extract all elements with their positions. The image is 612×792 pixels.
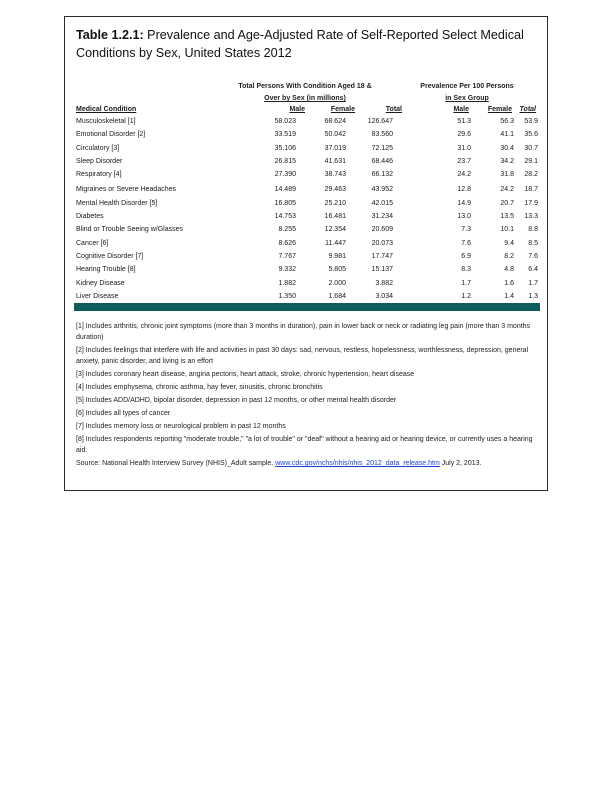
cell-male-rate: 14.9 bbox=[457, 199, 471, 207]
cell-female-count: 41.631 bbox=[324, 157, 346, 165]
table-title-text: Prevalence and Age-Adjusted Rate of Self-Reported Select Medical Conditions by Sex, United States 2012 bbox=[76, 28, 524, 60]
cell-male-count: 8.626 bbox=[278, 239, 296, 247]
cell-male-rate: 7.6 bbox=[461, 239, 471, 247]
cell-total-rate: 8.8 bbox=[528, 226, 538, 234]
cell-condition: Diabetes bbox=[76, 213, 104, 221]
group-header-left-line2-units: (in millions) bbox=[306, 95, 346, 102]
cell-total-count: 15.137 bbox=[371, 266, 393, 274]
cell-male-rate: 13.0 bbox=[457, 213, 471, 221]
col-header-female-rate: Female bbox=[487, 106, 512, 113]
cell-male-count: 14.753 bbox=[274, 213, 296, 221]
cell-condition: Hearing Trouble [8] bbox=[76, 266, 136, 274]
footnote: [8] Includes respondents reporting "moderate trouble," "a lot of trouble" or "deaf" without a hearing aid or hearing device, or currently uses a hearing aid. bbox=[76, 436, 533, 454]
cell-total-rate: 30.7 bbox=[524, 144, 538, 152]
table-frame bbox=[64, 16, 548, 491]
cell-condition: Liver Disease bbox=[76, 292, 119, 300]
cell-condition: Mental Health Disorder [5] bbox=[76, 199, 158, 207]
cell-female-count: 12.354 bbox=[324, 226, 346, 234]
group-header-right-line1: Prevalence Per 100 Persons bbox=[420, 83, 514, 90]
cell-total-rate: 7.6 bbox=[528, 252, 538, 260]
cell-female-rate: 10.1 bbox=[500, 226, 514, 234]
cell-female-count: 25.210 bbox=[324, 199, 346, 207]
table-row bbox=[76, 277, 538, 290]
cell-female-rate: 56.3 bbox=[500, 118, 514, 125]
cell-male-rate: 31.0 bbox=[457, 144, 471, 152]
cell-female-count: 29.463 bbox=[324, 186, 346, 194]
cell-female-rate: 8.2 bbox=[504, 252, 514, 260]
cell-male-count: 16.805 bbox=[274, 199, 296, 207]
cell-female-count: 37.019 bbox=[324, 144, 346, 152]
footnote: [2] Includes feelings that interfere with life and activities in past 30 days: sad, nervous, restless, hopelessness, worthlessness, depression, general anxiety, panic disorder, and living is an effort bbox=[76, 347, 529, 365]
cell-female-count: 9.981 bbox=[328, 252, 346, 260]
cell-total-rate: 18.7 bbox=[524, 186, 538, 194]
table-row bbox=[76, 223, 538, 236]
cell-male-count: 58.023 bbox=[274, 118, 296, 125]
source-prefix: Source: National Health Interview Survey (NHIS)_Adult sample. bbox=[76, 460, 276, 467]
table-row bbox=[76, 142, 538, 155]
cell-male-count: 35.106 bbox=[274, 144, 296, 152]
cell-condition: Blind or Trouble Seeing w/Glasses bbox=[76, 226, 183, 234]
cell-female-rate: 24.2 bbox=[500, 186, 514, 194]
col-header-female-count: Female bbox=[330, 106, 355, 113]
source-date: July 2, 2013. bbox=[439, 460, 482, 467]
col-header-male-rate: Male bbox=[453, 106, 469, 113]
cell-female-rate: 1.4 bbox=[504, 292, 514, 300]
table-row bbox=[76, 237, 538, 250]
cell-total-rate: 8.5 bbox=[528, 239, 538, 247]
cell-female-rate: 13.5 bbox=[500, 213, 514, 221]
table-row bbox=[76, 155, 538, 168]
cell-total-count: 126.647 bbox=[367, 118, 393, 125]
cell-female-rate: 20.7 bbox=[500, 199, 514, 207]
cell-male-rate: 24.2 bbox=[457, 171, 471, 179]
cell-male-rate: 7.3 bbox=[461, 226, 471, 234]
cell-male-rate: 51.3 bbox=[457, 118, 471, 125]
cell-total-count: 68.446 bbox=[371, 157, 393, 165]
table-row bbox=[76, 168, 538, 181]
cell-female-rate: 31.8 bbox=[500, 171, 514, 179]
cell-total-count: 3.034 bbox=[375, 292, 393, 300]
col-header-male-count: Male bbox=[289, 106, 305, 113]
cell-female-count: 5.805 bbox=[328, 266, 346, 274]
table-number: Table 1.2.1: bbox=[76, 28, 144, 42]
cell-total-rate: 1.3 bbox=[528, 292, 538, 300]
footnote: [3] Includes coronary heart disease, angina pectoris, heart attack, stroke, chronic hypertension, heart disease bbox=[76, 371, 415, 378]
footnote: [7] Includes memory loss or neurological problem in past 12 months bbox=[76, 423, 286, 430]
cell-condition: Musculoskeletal [1] bbox=[76, 118, 136, 125]
cell-male-count: 27.390 bbox=[274, 171, 296, 179]
cell-condition: Circulatory [3] bbox=[76, 144, 120, 152]
cell-female-count: 38.743 bbox=[324, 171, 346, 179]
cell-total-count: 72.125 bbox=[371, 144, 393, 152]
col-header-condition: Medical Condition bbox=[76, 106, 137, 113]
cell-female-rate: 9.4 bbox=[504, 239, 514, 247]
cell-total-rate: 1.7 bbox=[528, 279, 538, 287]
table-row bbox=[76, 210, 538, 223]
source-link[interactable]: www.cdc.gov/nchs/nhis/nhis_2012_data_release.htm bbox=[275, 460, 440, 467]
cell-condition: Emotional Disorder [2] bbox=[76, 131, 146, 139]
cell-male-rate: 12.8 bbox=[457, 186, 471, 194]
cell-male-count: 26.815 bbox=[274, 157, 296, 165]
page-title bbox=[76, 26, 538, 62]
cell-male-rate: 29.6 bbox=[457, 131, 471, 139]
group-header-total-persons bbox=[215, 81, 395, 105]
cell-female-rate: 4.8 bbox=[504, 266, 514, 274]
cell-total-count: 66.132 bbox=[371, 171, 393, 179]
cell-male-count: 1.350 bbox=[278, 292, 296, 300]
source-note bbox=[76, 458, 538, 469]
cell-male-rate: 1.2 bbox=[461, 292, 471, 300]
cell-female-count: 1.684 bbox=[328, 292, 346, 300]
table-row bbox=[76, 250, 538, 263]
cell-total-rate: 35.6 bbox=[524, 131, 538, 139]
cell-male-rate: 8.3 bbox=[461, 266, 471, 274]
cell-male-count: 1.882 bbox=[278, 279, 296, 287]
cell-male-rate: 6.9 bbox=[461, 252, 471, 260]
cell-total-rate: 17.9 bbox=[524, 199, 538, 207]
cell-total-rate: 28.2 bbox=[524, 171, 538, 179]
cell-total-rate: 53.9 bbox=[524, 118, 538, 125]
cell-male-count: 8.255 bbox=[278, 226, 296, 234]
cell-male-rate: 23.7 bbox=[457, 157, 471, 165]
footnote: [6] Includes all types of cancer bbox=[76, 410, 171, 417]
cell-female-count: 50.042 bbox=[324, 131, 346, 139]
cell-total-count: 20.073 bbox=[371, 239, 393, 247]
cell-male-count: 7.767 bbox=[278, 252, 296, 260]
cell-total-rate: 29.1 bbox=[524, 157, 538, 165]
group-header-left-line1: Total Persons With Condition Aged 18 & bbox=[238, 83, 372, 90]
table-row bbox=[76, 263, 538, 276]
footnote: [5] Includes ADD/ADHD, bipolar disorder, depression in past 12 months, or other mental health disorder bbox=[76, 397, 397, 404]
cell-female-count: 11.447 bbox=[325, 239, 346, 247]
cell-male-count: 33.519 bbox=[274, 131, 296, 139]
table-row bbox=[76, 290, 538, 303]
cell-female-rate: 41.1 bbox=[500, 131, 514, 139]
cell-total-count: 43.952 bbox=[371, 186, 393, 194]
cell-female-count: 16.481 bbox=[324, 213, 346, 221]
cell-total-count: 20.609 bbox=[371, 226, 393, 234]
table-row bbox=[76, 183, 538, 196]
cell-male-count: 14.489 bbox=[274, 186, 296, 194]
cell-total-count: 17.747 bbox=[371, 252, 393, 260]
cell-male-count: 9.332 bbox=[278, 266, 296, 274]
cell-female-rate: 1.6 bbox=[504, 279, 514, 287]
cell-total-count: 3.882 bbox=[375, 279, 393, 287]
cell-condition: Cancer [6] bbox=[76, 239, 109, 247]
table-row bbox=[76, 115, 538, 128]
cell-total-rate: 13.3 bbox=[524, 213, 538, 221]
footnote: [4] Includes emphysema, chronic asthma, hay fever, sinusitis, chronic bronchitis bbox=[76, 384, 323, 391]
cell-condition: Cognitive Disorder [7] bbox=[76, 252, 144, 260]
cell-male-rate: 1.7 bbox=[461, 279, 471, 287]
footnotes bbox=[76, 321, 538, 471]
table-row bbox=[76, 197, 538, 210]
group-header-left-line2 bbox=[215, 93, 395, 105]
table-row bbox=[76, 128, 538, 141]
col-header-total-count: Total bbox=[385, 106, 402, 113]
cell-total-count: 42.015 bbox=[371, 199, 393, 207]
cell-condition: Migraines or Severe Headaches bbox=[76, 186, 176, 194]
cell-female-rate: 34.2 bbox=[500, 157, 514, 165]
table-body bbox=[76, 115, 538, 303]
cell-female-count: 2.000 bbox=[328, 279, 346, 287]
group-header-right-line2: in Sex Group bbox=[445, 95, 489, 102]
cell-condition: Sleep Disorder bbox=[76, 157, 123, 165]
group-header-left-line2-pre: Over by Sex bbox=[264, 95, 307, 102]
footnote: [1] Includes arthritis, chronic joint symptoms (more than 3 months in duration), pain in lower back or neck or radiating leg pain (more than 3 months duration) bbox=[76, 323, 531, 341]
cell-total-count: 83.560 bbox=[371, 131, 393, 139]
cell-female-rate: 30.4 bbox=[500, 144, 514, 152]
group-header-prevalence bbox=[395, 81, 539, 105]
section-divider-bar bbox=[74, 303, 540, 311]
cell-condition: Respiratory [4] bbox=[76, 171, 122, 179]
cell-total-rate: 6.4 bbox=[528, 266, 538, 274]
cell-condition: Kidney Disease bbox=[76, 279, 125, 287]
cell-total-count: 31.234 bbox=[371, 213, 393, 221]
col-header-total-rate: Total bbox=[519, 106, 536, 113]
cell-female-count: 68.624 bbox=[324, 118, 346, 125]
